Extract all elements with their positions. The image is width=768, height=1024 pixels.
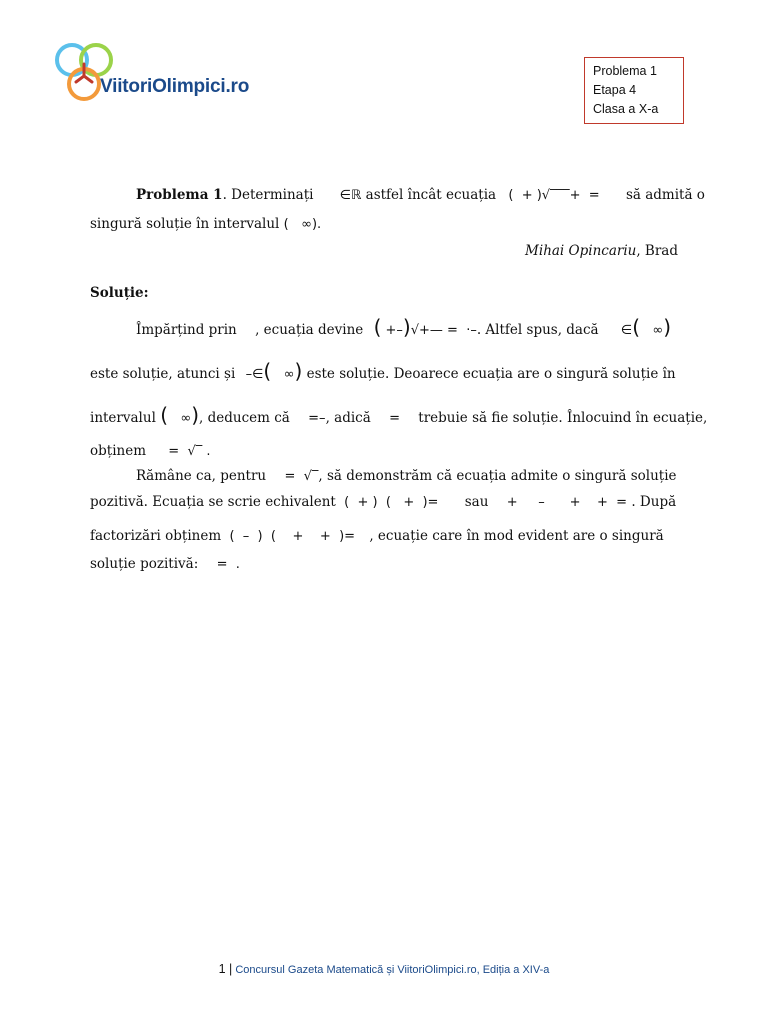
math-equiv-eq: ( + ) ( + )= bbox=[344, 495, 439, 510]
math-eq-value: = bbox=[389, 411, 400, 426]
math-interval-2: ( ∞) bbox=[160, 403, 200, 427]
sol-text-2b: este soluție. Deoarece ecuația are o singură soluție în bbox=[306, 366, 676, 382]
math-answer: = . bbox=[216, 557, 240, 572]
page-number: 1 | bbox=[218, 962, 233, 976]
problem-line-1 bbox=[136, 186, 705, 205]
problem-label: Problema 1 bbox=[136, 187, 223, 203]
logo bbox=[54, 42, 294, 106]
sol-text-7a: factorizări obținem bbox=[90, 528, 222, 544]
solution-line-5 bbox=[136, 467, 677, 486]
solution-line-7 bbox=[90, 527, 664, 546]
solution-line-4 bbox=[90, 442, 211, 461]
sol-text-6a: pozitivă. Ecuația se scrie echivalent bbox=[90, 494, 336, 510]
info-problem: Problema 1 bbox=[593, 64, 657, 78]
math-in-r: ∈ℝ bbox=[339, 188, 362, 203]
footer-text: Concursul Gazeta Matematică și ViitoriOlimpici.ro, Ediția a XIV-a bbox=[235, 964, 550, 976]
info-class: Clasa a X-a bbox=[593, 102, 659, 116]
math-eq-fraction: =– bbox=[308, 411, 326, 426]
sol-text-3d: trebuie să fie soluție. Înlocuind în ecuație, bbox=[418, 410, 708, 426]
sol-text-6b: sau bbox=[464, 494, 489, 510]
sol-text-5b: , să demonstrăm că ecuația admite o singură soluție bbox=[318, 468, 677, 484]
math-in-interval-1: ∈( ∞) bbox=[620, 315, 672, 339]
sol-text-3c: , adică bbox=[325, 410, 371, 426]
math-root-result: = √‾ . bbox=[168, 444, 211, 459]
problem-text-1c: să admită o bbox=[625, 187, 705, 203]
problem-text-1a: . Determinați bbox=[222, 187, 314, 203]
problem-text-1b: astfel încât ecuația bbox=[365, 187, 497, 203]
math-equation: ( + )√‾‾‾+ = bbox=[508, 188, 600, 203]
math-factored: ( – ) ( + + )= bbox=[229, 529, 356, 544]
solution-line-3 bbox=[90, 403, 708, 428]
solution-line-1 bbox=[136, 315, 672, 340]
info-box bbox=[584, 57, 684, 124]
sol-text-8a: soluție pozitivă: bbox=[90, 556, 199, 572]
sol-text-3b: , deducem că bbox=[199, 410, 290, 426]
author-town: , Brad bbox=[636, 243, 678, 259]
math-transformed-eq: ( +–)√+— = ·– bbox=[373, 315, 477, 339]
info-stage: Etapa 4 bbox=[593, 83, 637, 97]
sol-text-6c: . După bbox=[631, 494, 677, 510]
sol-text-1c: . Altfel spus, dacă bbox=[476, 322, 599, 338]
solution-line-8 bbox=[90, 555, 240, 574]
sol-text-1b: , ecuația devine bbox=[255, 322, 364, 338]
math-interval: ( ∞). bbox=[283, 217, 322, 232]
solution-heading: Soluție: bbox=[90, 285, 149, 301]
solution-line-2 bbox=[90, 359, 676, 384]
logo-text: ViitoriOlimpici.ro bbox=[100, 76, 250, 97]
math-root-cond: = √‾ bbox=[284, 469, 319, 484]
sol-text-4a: obținem bbox=[90, 443, 146, 459]
math-in-interval-2: –∈( ∞) bbox=[245, 359, 303, 383]
sol-text-2a: este soluție, atunci și bbox=[90, 366, 236, 382]
page-footer bbox=[0, 962, 768, 976]
solution-line-6 bbox=[90, 493, 676, 512]
sol-text-7b: , ecuație care în mod evident are o singură bbox=[369, 528, 664, 544]
sol-text-1a: Împărțind prin bbox=[136, 322, 237, 338]
math-poly: + – + + = bbox=[506, 495, 628, 510]
sol-text-3a: intervalul bbox=[90, 410, 156, 426]
sol-text-5a: Rămâne ca, pentru bbox=[136, 468, 267, 484]
problem-text-2: singură soluție în intervalul bbox=[90, 216, 280, 232]
problem-line-2 bbox=[90, 215, 321, 234]
author-name: Mihai Opincariu bbox=[525, 243, 637, 259]
problem-author bbox=[525, 242, 678, 260]
